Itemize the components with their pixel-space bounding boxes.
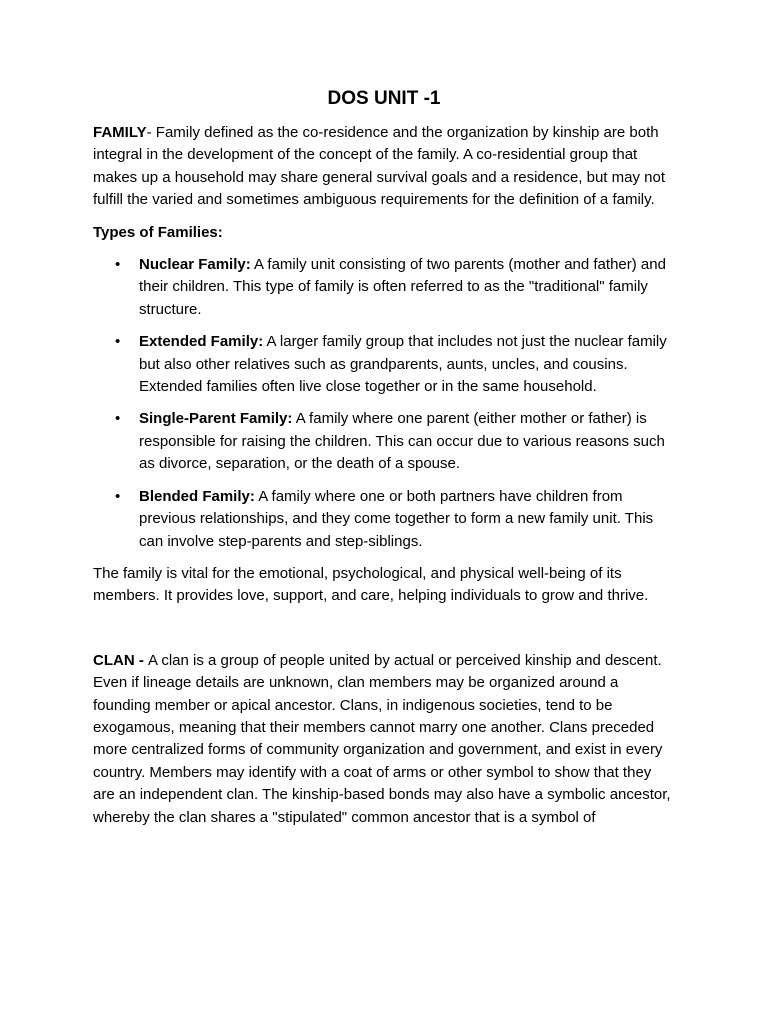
family-term: FAMILY — [93, 124, 147, 141]
type-name: Nuclear Family: — [139, 256, 251, 274]
type-description: A family unit consisting of two parents (mother and father) and their children. This type of family is often referred to as the "traditional" family structure. — [139, 256, 666, 318]
page-title: DOS UNIT -1 — [327, 88, 441, 109]
family-summary-paragraph: The family is vital for the emotional, psychological, and physical well-being of its members. It provides love, support, and care, helping individuals to grow and thrive. — [93, 564, 649, 605]
family-types-list — [93, 254, 675, 553]
family-paragraph — [93, 122, 675, 212]
bullet-icon: • — [115, 333, 121, 351]
types-heading: Types of Families: — [93, 223, 223, 241]
list-item — [93, 408, 675, 475]
type-name: Blended Family: — [139, 487, 255, 505]
clan-definition: A clan is a group of people united by actual or perceived kinship and descent. Even if lineage details are unknown, clan members may be organized around a founding member or apical ancestor. Clans, in indigenous societies, tend to be exogamous, meaning that their members cannot marry one another. Clans preceded more centralized forms of community organization and government, and exist in every country. Members may identify with a coat of arms or other symbol to show that they are an independent clan. The kinship-based bonds may also have a symbolic ancestor, whereby the clan shares a "stipulated" common ancestor that is a symbol of — [93, 651, 671, 826]
bullet-icon: • — [115, 487, 121, 505]
bullet-icon: • — [115, 256, 121, 274]
list-item — [93, 254, 675, 321]
section-spacer — [93, 618, 675, 650]
type-description: A family where one or both partners have children from previous relationships, and they come together to form a new family unit. This can involve step-parents and step-siblings. — [139, 487, 654, 550]
type-description: A larger family group that includes not just the nuclear family but also other relatives such as grandparents, aunts, uncles, and cousins. Extended families often live close together or in the same household. — [139, 333, 667, 396]
type-name: Single-Parent Family: — [139, 410, 293, 428]
type-description: A family where one parent (either mother or father) is responsible for raising the children. This can occur due to various reasons such as divorce, separation, or the death of a spouse. — [139, 410, 665, 473]
bullet-icon: • — [115, 410, 121, 428]
list-item — [93, 486, 675, 553]
type-name: Extended Family: — [139, 333, 264, 351]
list-item — [93, 331, 675, 398]
document-page — [93, 86, 675, 839]
clan-paragraph — [93, 650, 675, 829]
family-definition: - Family defined as the co-residence and the organization by kinship are both integral in the development of the concept of the family. A co-residential group that makes up a household may share general survival goals and a residence, but may not fulfill the varied and sometimes ambiguous requirements for the definition of a family. — [93, 124, 665, 209]
clan-term: CLAN - — [93, 651, 148, 669]
